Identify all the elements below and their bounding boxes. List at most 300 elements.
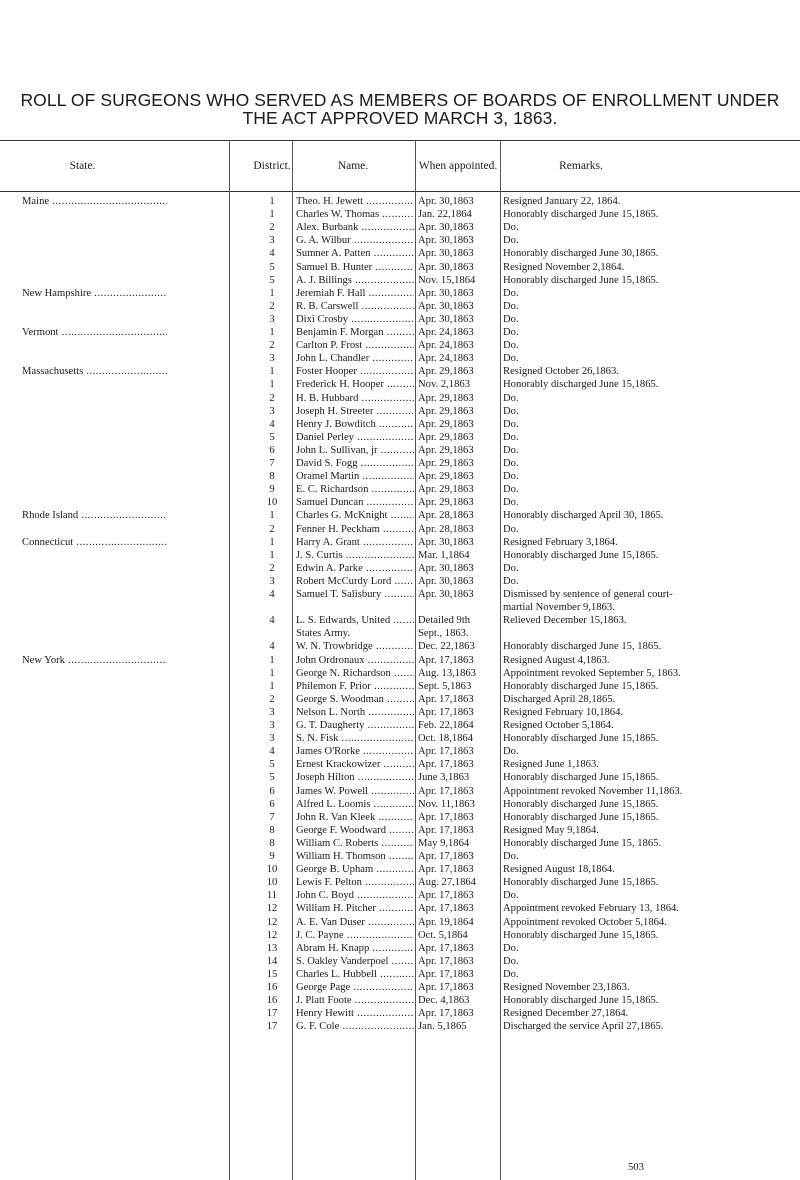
state-cell: New York ..... <box>22 654 167 667</box>
name-cell: Jeremiah F. Hall ..... <box>296 287 414 300</box>
header-state: State. <box>69 160 96 172</box>
district-cell: 13 <box>266 942 278 954</box>
when-appointed-cell: Apr. 24,1863 <box>418 327 474 338</box>
when-appointed-cell: Jan. 5,1865 <box>418 1021 467 1033</box>
when-appointed-cell: Nov. 15,1864 <box>418 274 476 286</box>
district-cell: 1 <box>269 196 275 207</box>
table-row <box>0 994 800 1007</box>
name-cell: George F. Woodward ..... <box>296 824 414 837</box>
table-row <box>0 1020 800 1033</box>
name-cell: Oramel Martin ..... <box>296 470 414 483</box>
table-row <box>0 562 800 575</box>
remarks-cell: Honorably discharged June 15, 1865. <box>503 641 662 653</box>
header-remarks: Remarks. <box>559 160 603 172</box>
when-appointed-cell: Apr. 29,1863 <box>418 392 474 404</box>
remarks-cell: Honorably discharged June 15, 1865. <box>503 837 662 849</box>
state-cell: New Hampshire ..... <box>22 287 167 300</box>
remarks-cell: Do. <box>503 458 519 469</box>
district-cell: 2 <box>269 562 275 574</box>
table-row <box>0 1007 800 1020</box>
name-cell: George S. Woodman ..... <box>296 693 414 706</box>
district-cell: 2 <box>269 300 275 312</box>
when-appointed-cell: Apr. 30,1863 <box>418 248 474 260</box>
when-appointed-cell: Apr. 17,1863 <box>418 693 474 705</box>
district-cell: 4 <box>269 418 275 430</box>
name-cell: Fenner H. Peckham ..... <box>296 523 414 536</box>
district-cell: 1 <box>269 667 275 679</box>
remarks-cell: Do. <box>503 575 519 587</box>
when-appointed-cell: Apr. 29,1863 <box>418 497 474 509</box>
when-appointed-cell: Apr. 29,1863 <box>418 366 474 378</box>
name-cell: Joseph H. Streeter ..... <box>296 405 414 418</box>
remarks-cell: Honorably discharged June 15,1865. <box>503 379 659 391</box>
state-cell: Connecticut ..... <box>22 536 167 549</box>
when-appointed-cell: Apr. 17,1863 <box>418 706 474 718</box>
when-appointed-cell: Apr. 17,1863 <box>418 759 474 771</box>
district-cell: 14 <box>266 955 278 967</box>
district-cell: 6 <box>269 444 275 456</box>
district-cell: 1 <box>269 510 275 522</box>
when-appointed-cell: Apr. 17,1863 <box>418 968 474 980</box>
table-row <box>0 326 800 339</box>
state-cell: Maine ..... <box>22 195 167 208</box>
remarks-cell: Do. <box>503 405 519 417</box>
table-row <box>0 824 800 837</box>
remarks-cell: Honorably discharged June 15,1865. <box>503 929 659 941</box>
district-cell: 2 <box>269 340 275 352</box>
remarks-cell: Do. <box>503 392 519 404</box>
name-cell: Philemon F. Prior ..... <box>296 680 414 693</box>
remarks-cell: Do. <box>503 313 519 325</box>
table-row <box>0 942 800 955</box>
name-cell: Ernest Krackowizer ..... <box>296 758 414 771</box>
table-row <box>0 902 800 915</box>
when-appointed-cell: Apr. 30,1863 <box>418 261 474 273</box>
name-cell: J. S. Curtis ..... <box>296 549 414 562</box>
table-row <box>0 614 800 627</box>
when-appointed-cell: Apr. 29,1863 <box>418 458 474 469</box>
table-row <box>0 378 800 391</box>
district-cell: 11 <box>266 890 278 902</box>
table-row <box>0 850 800 863</box>
district-cell: 2 <box>269 523 275 535</box>
remarks-cell: Do. <box>503 523 519 535</box>
name-cell: William H. Thomson ..... <box>296 850 414 863</box>
when-appointed-cell: Apr. 30,1863 <box>418 562 474 574</box>
table-row <box>0 496 800 509</box>
when-appointed-cell: Apr. 17,1863 <box>418 654 474 666</box>
district-cell: 17 <box>266 1021 278 1033</box>
district-cell: 4 <box>269 589 275 600</box>
when-appointed-cell: Apr. 30,1863 <box>418 300 474 312</box>
when-appointed-cell: Apr. 17,1863 <box>418 955 474 967</box>
district-cell: 1 <box>269 379 275 391</box>
remarks-cell: Do. <box>503 444 519 456</box>
name-cell: John Ordronaux ..... <box>296 654 414 667</box>
district-cell: 1 <box>269 366 275 378</box>
table-row <box>0 339 800 352</box>
table-row <box>0 745 800 758</box>
district-cell: 3 <box>269 706 275 718</box>
remarks-cell: Relieved December 15,1863. <box>503 615 627 627</box>
name-cell: S. Oakley Vanderpoel ..... <box>296 955 414 968</box>
when-appointed-cell: Apr. 17,1863 <box>418 864 474 876</box>
name-cell: Sumner A. Patten ..... <box>296 247 414 260</box>
name-cell: S. N. Fisk ..... <box>296 732 414 745</box>
district-cell: 12 <box>266 916 278 928</box>
table-row <box>0 627 800 640</box>
name-cell: Carlton P. Frost ..... <box>296 339 414 352</box>
when-appointed-cell: June 3,1863 <box>418 772 470 784</box>
when-appointed-cell: Apr. 17,1863 <box>418 785 474 797</box>
when-appointed-cell: Oct. 18,1864 <box>418 733 474 745</box>
remarks-cell: Do. <box>503 340 519 352</box>
district-cell: 1 <box>269 680 275 692</box>
remarks-cell: Resigned August 4,1863. <box>503 654 610 666</box>
table-row <box>0 916 800 929</box>
when-appointed-cell: Aug. 27,1864 <box>418 877 476 889</box>
table-row <box>0 771 800 784</box>
table-row <box>0 313 800 326</box>
when-appointed-cell: Mar. 1,1864 <box>418 549 470 561</box>
remarks-cell: Do. <box>503 746 519 758</box>
when-appointed-cell: Apr. 28,1863 <box>418 510 474 522</box>
remarks-cell: Resigned January 22, 1864. <box>503 196 621 207</box>
name-cell: William C. Roberts ..... <box>296 837 414 850</box>
when-appointed-cell: Apr. 29,1863 <box>418 471 474 483</box>
name-cell: J. C. Payne ..... <box>296 929 414 942</box>
table-row <box>0 392 800 405</box>
state-cell: Rhode Island ..... <box>22 509 167 522</box>
header-district: District. <box>253 160 291 172</box>
district-cell: 10 <box>266 877 278 889</box>
district-cell: 8 <box>269 471 275 483</box>
remarks-cell: Appointment revoked November 11,1863. <box>503 785 683 797</box>
remarks-cell: Do. <box>503 353 519 365</box>
table-row <box>0 287 800 300</box>
remarks-cell: Do. <box>503 300 519 312</box>
remarks-cell: Do. <box>503 235 519 247</box>
district-cell: 3 <box>269 313 275 325</box>
header-name: Name. <box>337 160 369 172</box>
district-cell: 5 <box>269 772 275 784</box>
table-header <box>0 140 800 192</box>
district-cell: 6 <box>269 798 275 810</box>
when-appointed-cell: Apr. 30,1863 <box>418 313 474 325</box>
district-cell: 3 <box>269 720 275 731</box>
table-row <box>0 876 800 889</box>
district-cell: 16 <box>266 995 278 1007</box>
remarks-cell: Resigned October 5,1864. <box>503 720 614 731</box>
when-appointed-cell: Apr. 17,1863 <box>418 824 474 836</box>
table-row <box>0 431 800 444</box>
district-cell: 8 <box>269 837 275 849</box>
remarks-cell: Honorably discharged June 15,1865. <box>503 811 659 823</box>
table-row <box>0 640 800 653</box>
remarks-cell: Honorably discharged June 30,1865. <box>503 248 659 260</box>
name-cell: L. S. Edwards, United ..... <box>296 614 414 627</box>
table-row <box>0 680 800 693</box>
remarks-cell: Appointment revoked October 5,1864. <box>503 916 667 928</box>
table-row <box>0 300 800 313</box>
remarks-cell: Do. <box>503 431 519 443</box>
when-appointed-cell: Apr. 17,1863 <box>418 942 474 954</box>
remarks-cell: Do. <box>503 484 519 496</box>
name-cell: H. B. Hubbard ..... <box>296 392 414 405</box>
district-cell: 1 <box>269 287 275 299</box>
remarks-cell: Resigned November 2,1864. <box>503 261 625 273</box>
district-cell: 4 <box>269 641 275 653</box>
remarks-cell: Discharged the service April 27,1865. <box>503 1021 664 1033</box>
district-cell: 3 <box>269 733 275 745</box>
table-row <box>0 732 800 745</box>
name-cell: Harry A. Grant ..... <box>296 536 414 549</box>
name-cell: James W. Powell ..... <box>296 785 414 798</box>
when-appointed-cell: Apr. 17,1863 <box>418 851 474 862</box>
name-cell: Robert McCurdy Lord ..... <box>296 575 414 588</box>
remarks-cell: Honorably discharged June 15,1865. <box>503 733 659 745</box>
name-cell: Charles W. Thomas ..... <box>296 208 414 221</box>
when-appointed-cell: Apr. 24,1863 <box>418 353 474 365</box>
table-row <box>0 981 800 994</box>
when-appointed-cell: Dec. 4,1863 <box>418 995 470 1007</box>
name-cell: Joseph Hilton ..... <box>296 771 414 784</box>
name-cell: George B. Upham ..... <box>296 863 414 876</box>
remarks-cell: Do. <box>503 562 519 574</box>
name-cell: G. T. Daugherty ..... <box>296 719 414 732</box>
remarks-cell: Honorably discharged June 15,1865. <box>503 680 659 692</box>
district-cell: 9 <box>269 851 275 862</box>
remarks-cell: Do. <box>503 851 519 862</box>
table-row <box>0 588 800 601</box>
title-line-2: THE ACT APPROVED MARCH 3, 1863. <box>242 108 558 128</box>
table-row <box>0 601 800 614</box>
remarks-cell: Honorably discharged June 15,1865. <box>503 274 659 286</box>
district-cell: 3 <box>269 575 275 587</box>
title-line-1: ROLL OF SURGEONS WHO SERVED AS MEMBERS OF BOARDS OF ENROLLMENT UNDER <box>20 90 780 110</box>
table-row <box>0 418 800 431</box>
remarks-cell: Dismissed by sentence of general court- <box>503 589 673 600</box>
table-row <box>0 889 800 902</box>
remarks-cell: Resigned February 3,1864. <box>503 536 618 548</box>
remarks-cell: martial November 9,1863. <box>503 602 615 614</box>
when-appointed-cell: Aug. 13,1863 <box>418 667 476 679</box>
remarks-cell: Resigned December 27,1864. <box>503 1008 629 1020</box>
when-appointed-cell: Nov. 11,1863 <box>418 798 475 810</box>
remarks-cell: Do. <box>503 955 519 967</box>
when-appointed-cell: Apr. 30,1863 <box>418 536 474 548</box>
table-row <box>0 837 800 850</box>
district-cell: 7 <box>269 458 275 469</box>
table-row <box>0 365 800 378</box>
when-appointed-cell: Apr. 30,1863 <box>418 196 474 207</box>
when-appointed-cell: Apr. 30,1863 <box>418 287 474 299</box>
district-cell: 12 <box>266 903 278 915</box>
when-appointed-cell: Apr. 17,1863 <box>418 982 474 993</box>
district-cell: 4 <box>269 248 275 260</box>
when-appointed-cell: Apr. 30,1863 <box>418 222 474 234</box>
when-appointed-cell: Apr. 17,1863 <box>418 890 474 902</box>
district-cell: 10 <box>266 497 278 509</box>
name-cell: Foster Hooper ..... <box>296 365 414 378</box>
district-cell: 16 <box>266 982 278 993</box>
name-cell: James O'Rorke ..... <box>296 745 414 758</box>
remarks-cell: Do. <box>503 942 519 954</box>
name-cell: John C. Boyd ..... <box>296 889 414 902</box>
remarks-cell: Appointment revoked February 13, 1864. <box>503 903 679 915</box>
table-row <box>0 274 800 287</box>
district-cell: 5 <box>269 759 275 771</box>
district-cell: 2 <box>269 693 275 705</box>
remarks-cell: Do. <box>503 968 519 980</box>
remarks-cell: Resigned November 23,1863. <box>503 982 630 993</box>
remarks-cell: Appointment revoked September 5, 1863. <box>503 667 681 679</box>
when-appointed-cell: Detailed 9th <box>418 615 471 627</box>
district-cell: 5 <box>269 431 275 443</box>
when-appointed-cell: Apr. 30,1863 <box>418 589 474 600</box>
when-appointed-cell: Apr. 17,1863 <box>418 1008 474 1020</box>
district-cell: 2 <box>269 392 275 404</box>
remarks-cell: Honorably discharged June 15,1865. <box>503 877 659 889</box>
name-cell: George Page ..... <box>296 981 414 994</box>
when-appointed-cell: Sept., 1863. <box>418 628 469 640</box>
name-cell: George N. Richardson ..... <box>296 667 414 680</box>
when-appointed-cell: Apr. 17,1863 <box>418 811 474 823</box>
remarks-cell: Resigned February 10,1864. <box>503 706 624 718</box>
name-cell: David S. Fogg ..... <box>296 457 414 470</box>
name-cell: A. E. Van Duser ..... <box>296 916 414 929</box>
name-cell: Henry Hewitt ..... <box>296 1007 414 1020</box>
header-when: When appointed. <box>418 160 498 172</box>
district-cell: 3 <box>269 405 275 417</box>
name-cell: Abram H. Knapp ..... <box>296 942 414 955</box>
name-cell: Samuel Duncan ..... <box>296 496 414 509</box>
name-cell: Samuel T. Salisbury ..... <box>296 588 414 601</box>
district-cell: 1 <box>269 536 275 548</box>
table-row <box>0 575 800 588</box>
table-row <box>0 955 800 968</box>
when-appointed-cell: Apr. 29,1863 <box>418 418 474 430</box>
table-row <box>0 693 800 706</box>
table-row <box>0 470 800 483</box>
table-row <box>0 208 800 221</box>
table-row <box>0 536 800 549</box>
remarks-cell: Do. <box>503 222 519 234</box>
page-number: 503 <box>628 1162 644 1173</box>
remarks-cell: Resigned August 18,1864. <box>503 864 615 876</box>
remarks-cell: Do. <box>503 471 519 483</box>
when-appointed-cell: Oct. 5,1864 <box>418 929 468 941</box>
when-appointed-cell: Sept. 5,1863 <box>418 680 472 692</box>
remarks-cell: Do. <box>503 890 519 902</box>
table-row <box>0 352 800 365</box>
district-cell: 1 <box>269 654 275 666</box>
name-cell: Dixi Crosby ..... <box>296 313 414 326</box>
district-cell: 10 <box>266 864 278 876</box>
table-row <box>0 483 800 496</box>
name-cell: W. N. Trowbridge ..... <box>296 640 414 653</box>
name-cell: Benjamin F. Morgan ..... <box>296 326 414 339</box>
name-cell: Daniel Perley ..... <box>296 431 414 444</box>
table-row <box>0 221 800 234</box>
district-cell: 7 <box>269 811 275 823</box>
table-row <box>0 929 800 942</box>
table-row <box>0 785 800 798</box>
table-row <box>0 968 800 981</box>
when-appointed-cell: Apr. 17,1863 <box>418 746 474 758</box>
name-cell: Alex. Burbank ..... <box>296 221 414 234</box>
table-row <box>0 234 800 247</box>
when-appointed-cell: Apr. 29,1863 <box>418 405 474 417</box>
remarks-cell: Resigned October 26,1863. <box>503 366 619 378</box>
table-row <box>0 457 800 470</box>
district-cell: 5 <box>269 274 275 286</box>
district-cell: 4 <box>269 746 275 758</box>
table-row <box>0 195 800 208</box>
remarks-cell: Honorably discharged June 15,1865. <box>503 995 659 1007</box>
name-cell: Theo. H. Jewett ..... <box>296 195 414 208</box>
remarks-cell: Honorably discharged June 15,1865. <box>503 209 659 221</box>
remarks-cell: Honorably discharged June 15,1865. <box>503 798 659 810</box>
table-row <box>0 523 800 536</box>
district-cell: 9 <box>269 484 275 496</box>
name-cell: A. J. Billings ..... <box>296 274 414 287</box>
name-cell: Frederick H. Hooper ..... <box>296 378 414 391</box>
remarks-cell: Do. <box>503 497 519 509</box>
name-cell: John L. Sullivan, jr ..... <box>296 444 414 457</box>
remarks-cell: Resigned May 9,1864. <box>503 824 599 836</box>
table-row <box>0 444 800 457</box>
district-cell: 5 <box>269 261 275 273</box>
name-cell: G. F. Cole ..... <box>296 1020 414 1033</box>
name-cell: States Army. <box>296 628 351 640</box>
when-appointed-cell: Jan. 22,1864 <box>418 209 472 221</box>
district-cell: 3 <box>269 353 275 365</box>
table-row <box>0 261 800 274</box>
table-row <box>0 509 800 522</box>
district-cell: 1 <box>269 549 275 561</box>
when-appointed-cell: Apr. 29,1863 <box>418 484 474 496</box>
district-cell: 17 <box>266 1008 278 1020</box>
remarks-cell: Honorably discharged April 30, 1865. <box>503 510 664 522</box>
name-cell: Samuel B. Hunter ..... <box>296 261 414 274</box>
table-row <box>0 667 800 680</box>
name-cell: J. Platt Foote ..... <box>296 994 414 1007</box>
table-row <box>0 706 800 719</box>
district-cell: 3 <box>269 235 275 247</box>
when-appointed-cell: Apr. 24,1863 <box>418 340 474 352</box>
name-cell: John R. Van Kleek ..... <box>296 811 414 824</box>
district-cell: 2 <box>269 222 275 234</box>
when-appointed-cell: Dec. 22,1863 <box>418 641 475 653</box>
name-cell: Alfred L. Loomis ..... <box>296 798 414 811</box>
name-cell: Charles G. McKnight ..... <box>296 509 414 522</box>
name-cell: William H. Pitcher ..... <box>296 902 414 915</box>
table-row <box>0 405 800 418</box>
district-cell: 15 <box>266 968 278 980</box>
when-appointed-cell: Nov. 2,1863 <box>418 379 470 391</box>
remarks-cell: Resigned June 1,1863. <box>503 759 599 771</box>
page-title <box>0 91 800 127</box>
district-cell: 1 <box>269 327 275 338</box>
table-row <box>0 863 800 876</box>
name-cell: E. C. Richardson ..... <box>296 483 414 496</box>
table-row <box>0 654 800 667</box>
when-appointed-cell: Feb. 22,1864 <box>418 720 474 731</box>
table-row <box>0 758 800 771</box>
table-row <box>0 798 800 811</box>
remarks-cell: Honorably discharged June 15,1865. <box>503 772 659 784</box>
